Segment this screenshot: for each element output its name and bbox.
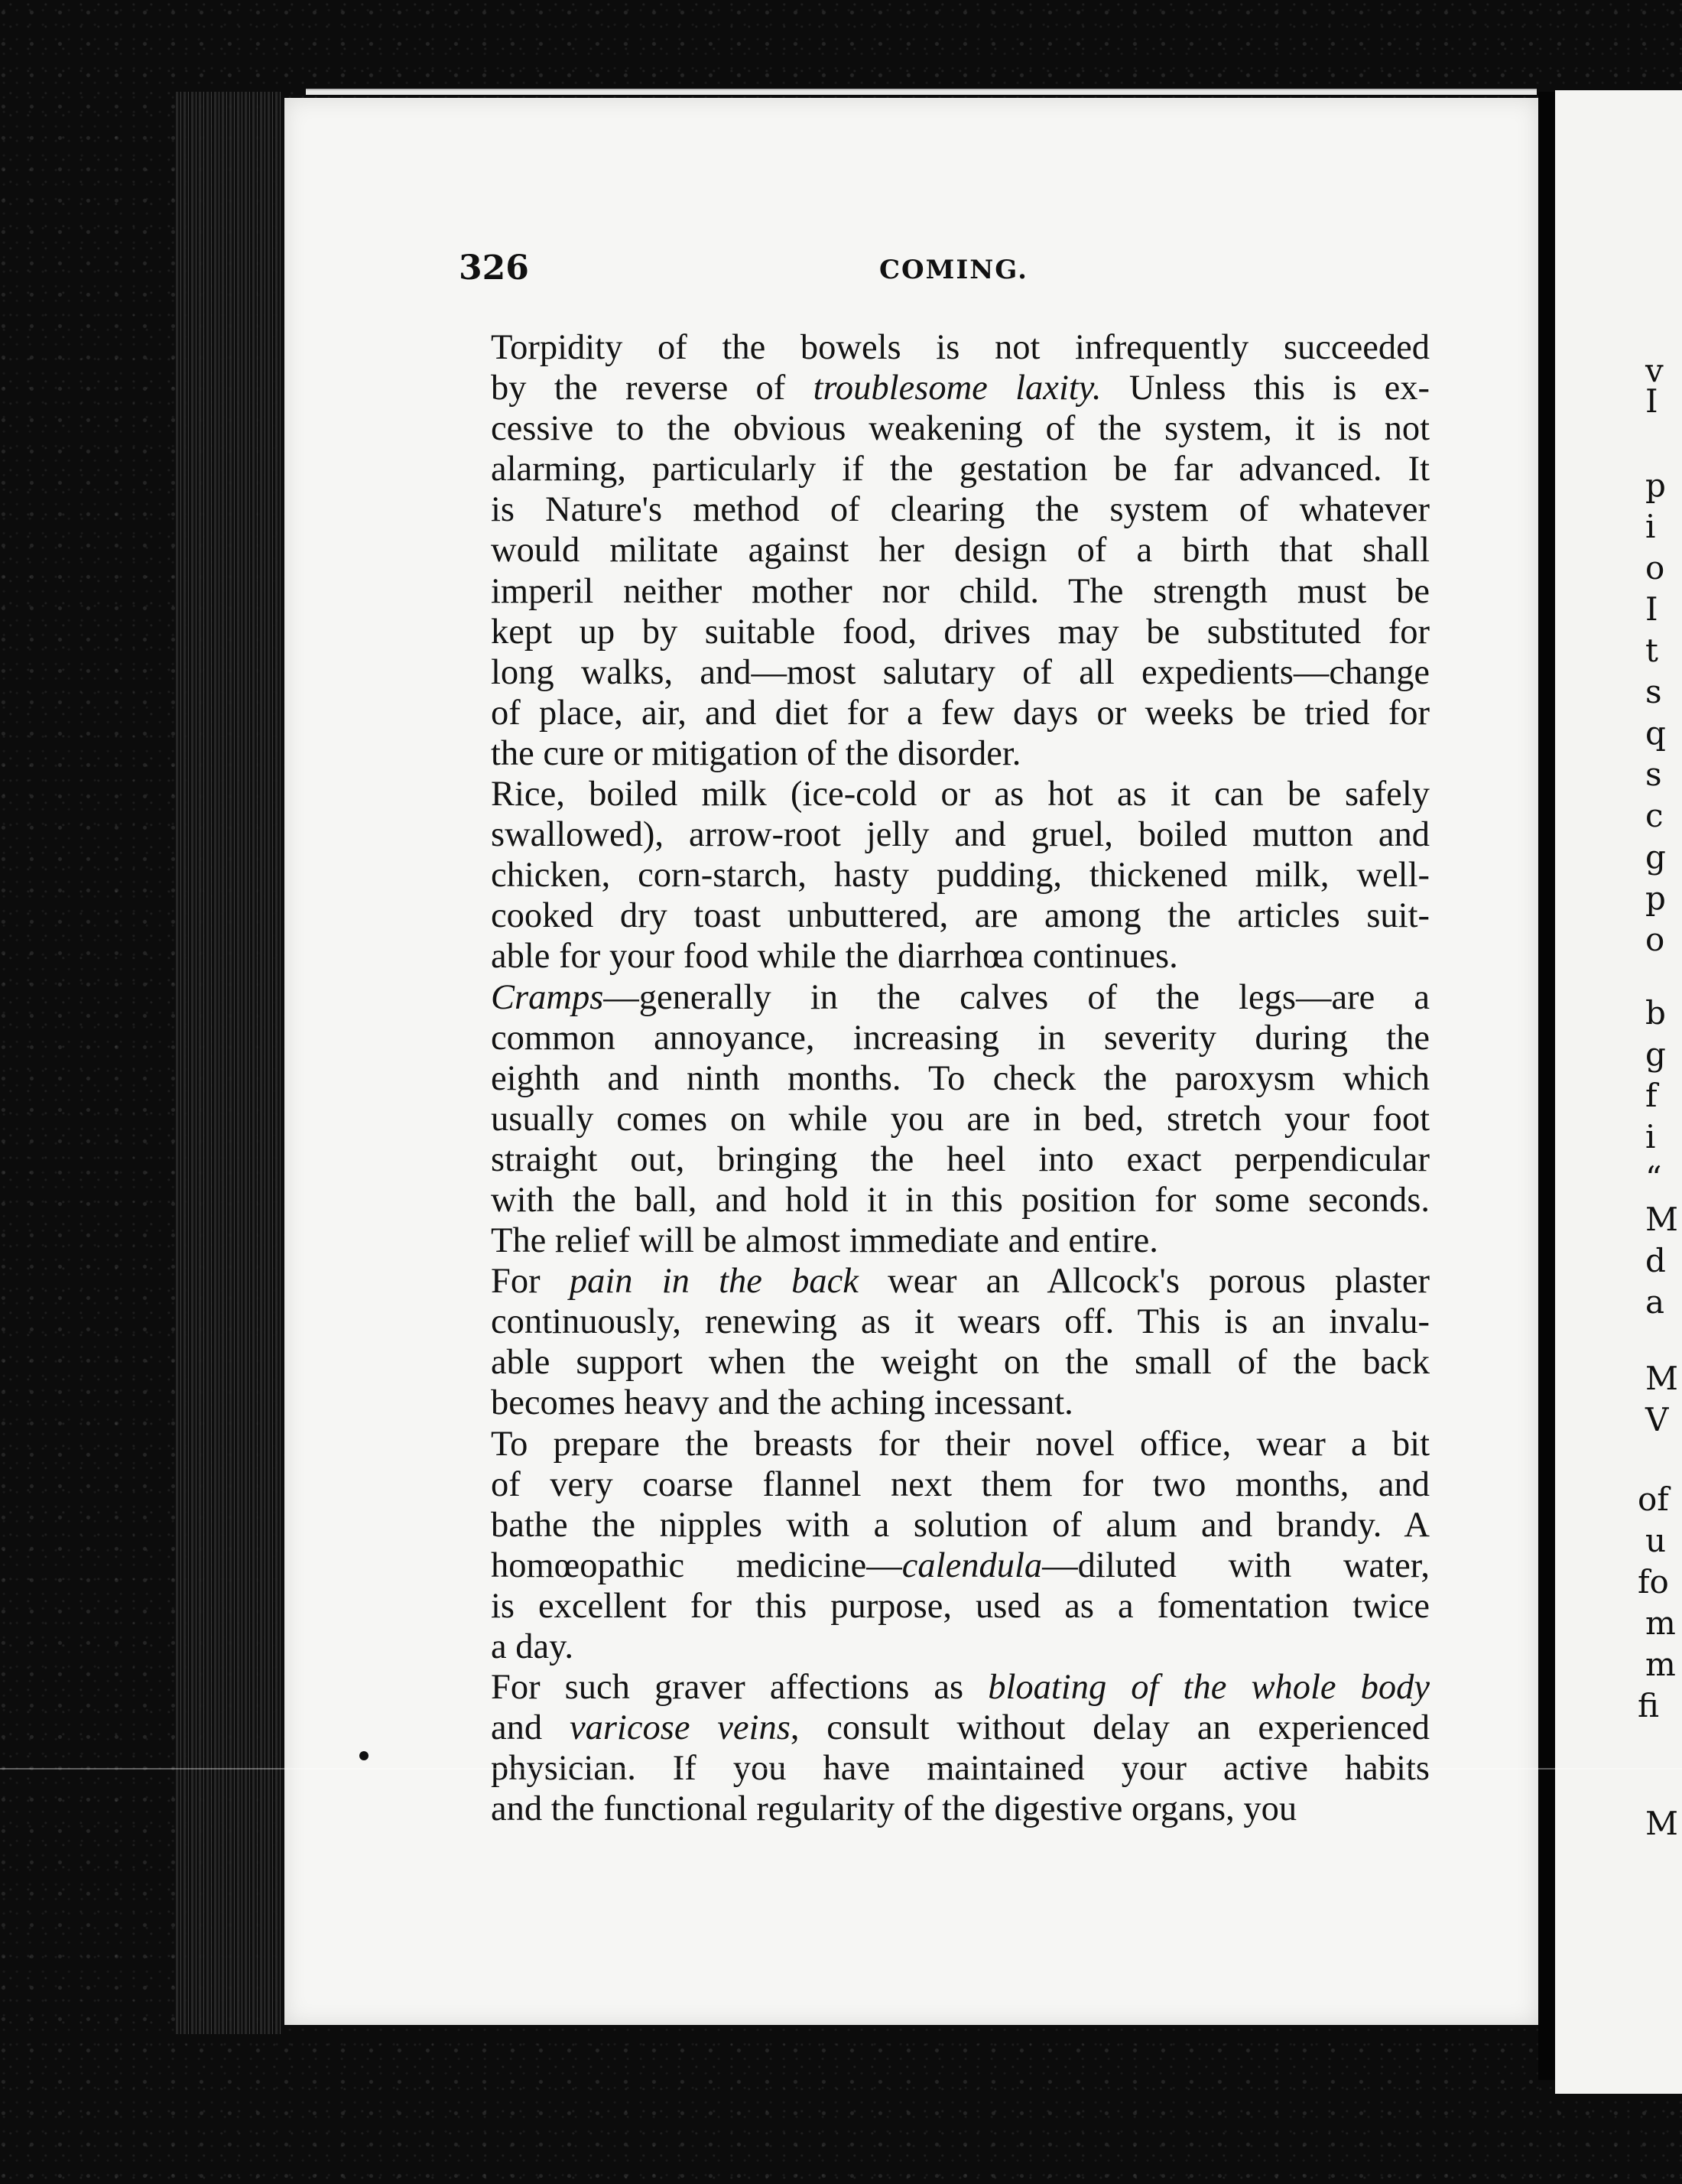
paragraph (451, 1667, 1430, 1829)
facing-page-fragment: s (1645, 673, 1662, 710)
page-top-edge (306, 89, 1537, 95)
text-line: of place, air, and diet for a few days or weeks be tried for (491, 693, 1430, 733)
facing-page-fragment: V (1645, 1401, 1669, 1438)
facing-page-fragment: M (1645, 1201, 1679, 1238)
text-line: Cramps—generally in the calves of the legs—are a (491, 977, 1430, 1017)
facing-page-fragment: M (1645, 1360, 1679, 1397)
facing-page-fragment: c (1645, 797, 1664, 834)
facing-page-fragment: “ (1645, 1159, 1662, 1197)
page-header (459, 249, 1430, 294)
running-head: COMING. (879, 255, 1028, 285)
facing-page-fragment: g (1645, 838, 1666, 876)
text-line: by the reverse of troublesome laxity. Unless this is ex- (491, 369, 1430, 408)
text-line: and varicose veins, consult without delay an experienced (491, 1708, 1430, 1748)
text-line: common annoyance, increasing in severity during the (491, 1018, 1430, 1058)
text-line: is Nature's method of clearing the system of whatever (491, 490, 1430, 530)
text-line: The relief will be almost immediate and entire. (491, 1221, 1158, 1261)
text-line: with the ball, and hold it in this position for some seconds. (491, 1180, 1430, 1220)
text-line: of very coarse flannel next them for two months, and (491, 1464, 1430, 1504)
text-line: imperil neither mother nor child. The strength must be (491, 571, 1430, 611)
text-line: straight out, bringing the heel into exact perpendicular (491, 1139, 1430, 1179)
text-line: a day. (491, 1627, 574, 1666)
text-line: Rice, boiled milk (ice-cold or as hot as it can be safely (491, 775, 1430, 814)
facing-page-fragment: M (1645, 1805, 1679, 1842)
text-line: long walks, and—most salutary of all expedients—change (491, 652, 1430, 692)
body-text (451, 327, 1430, 1829)
text-line: eighth and ninth months. To check the paroxysm which (491, 1058, 1430, 1098)
paragraph (451, 327, 1430, 774)
italic-phrase: bloating of the whole body (988, 1668, 1430, 1708)
text-line: For such graver affections as bloating of the whole body (491, 1668, 1430, 1708)
paragraph (451, 1424, 1430, 1668)
text-line: is excellent for this purpose, used as a fomentation twice (491, 1586, 1430, 1626)
text-line: and the functional regularity of the digestive organs, you (491, 1789, 1297, 1829)
scan-speck (359, 1751, 369, 1760)
paragraph (451, 1261, 1430, 1423)
facing-page-fragment: v (1645, 352, 1664, 389)
book-page-edges (176, 92, 283, 2034)
facing-page-fragment: t (1645, 632, 1658, 669)
text-line: Torpidity of the bowels is not infrequently succeeded (491, 328, 1430, 367)
text-line: cooked dry toast unbuttered, are among the articles suit- (491, 896, 1430, 936)
facing-page-fragment: p (1645, 466, 1666, 504)
text-line: kept up by suitable food, drives may be substituted for (491, 612, 1430, 652)
facing-page-fragment: u (1645, 1522, 1667, 1559)
italic-phrase: pain in the back (569, 1262, 859, 1302)
text-line: cessive to the obvious weakening of the system, it is not (491, 409, 1430, 449)
text-line: swallowed), arrow-root jelly and gruel, boiled mutton and (491, 815, 1430, 855)
facing-page-fragment: m (1645, 1604, 1676, 1642)
facing-page-fragment: f (1645, 1077, 1658, 1114)
facing-page-fragment: of (1638, 1480, 1669, 1518)
facing-page-fragment: i (1645, 1118, 1656, 1155)
facing-page-fragment: m (1645, 1646, 1676, 1683)
facing-page-fragment: i (1645, 508, 1656, 545)
facing-page-fragment: d (1645, 1242, 1666, 1279)
paragraph (451, 774, 1430, 977)
book-gutter (1538, 92, 1555, 2080)
facing-page-fragment: o (1645, 921, 1665, 958)
text-line: alarming, particularly if the gestation be far advanced. It (491, 450, 1430, 489)
text-line: able for your food while the diarrhœa continues. (491, 937, 1178, 977)
facing-page-fragment: q (1645, 714, 1666, 752)
text-line: continuously, renewing as it wears off. This is an invalu- (491, 1302, 1430, 1342)
facing-page-fragment: I (1645, 382, 1658, 420)
facing-page-fragment: p (1645, 879, 1666, 917)
text-line: becomes heavy and the aching incessant. (491, 1383, 1073, 1423)
italic-phrase: Cramps (491, 977, 604, 1017)
paragraph (451, 977, 1430, 1262)
page-number: 326 (459, 249, 529, 288)
text-line: homœopathic medicine—calendula—diluted with water, (491, 1545, 1430, 1585)
text-line: To prepare the breasts for their novel office, wear a bit (491, 1424, 1430, 1464)
facing-page-fragment: fo (1638, 1563, 1669, 1601)
scan-artifact-line (0, 1768, 1682, 1770)
italic-phrase: varicose veins (569, 1708, 791, 1748)
facing-page-fragment: a (1645, 1283, 1665, 1321)
text-line: able support when the weight on the small of the back (491, 1343, 1430, 1383)
facing-page-fragment: fi (1638, 1687, 1660, 1724)
italic-phrase: calendula (901, 1545, 1043, 1585)
italic-phrase: troublesome laxity. (813, 369, 1102, 408)
facing-page (1555, 90, 1682, 2094)
facing-page-fragment: I (1645, 590, 1658, 628)
text-line: the cure or mitigation of the disorder. (491, 733, 1021, 773)
facing-page-fragment: b (1645, 994, 1666, 1032)
facing-page-fragment: s (1645, 756, 1662, 793)
facing-page-fragment: o (1645, 549, 1665, 587)
text-line: physician. If you have maintained your active habits (491, 1749, 1430, 1789)
text-line: For pain in the back wear an Allcock's porous plaster (491, 1262, 1430, 1302)
facing-page-fragment: g (1645, 1035, 1666, 1073)
text-line: chicken, corn-starch, hasty pudding, thickened milk, well- (491, 856, 1430, 895)
text-line: would militate against her design of a birth that shall (491, 531, 1430, 570)
text-line: usually comes on while you are in bed, stretch your foot (491, 1099, 1430, 1139)
text-line: bathe the nipples with a solution of alum and brandy. A (491, 1505, 1430, 1545)
